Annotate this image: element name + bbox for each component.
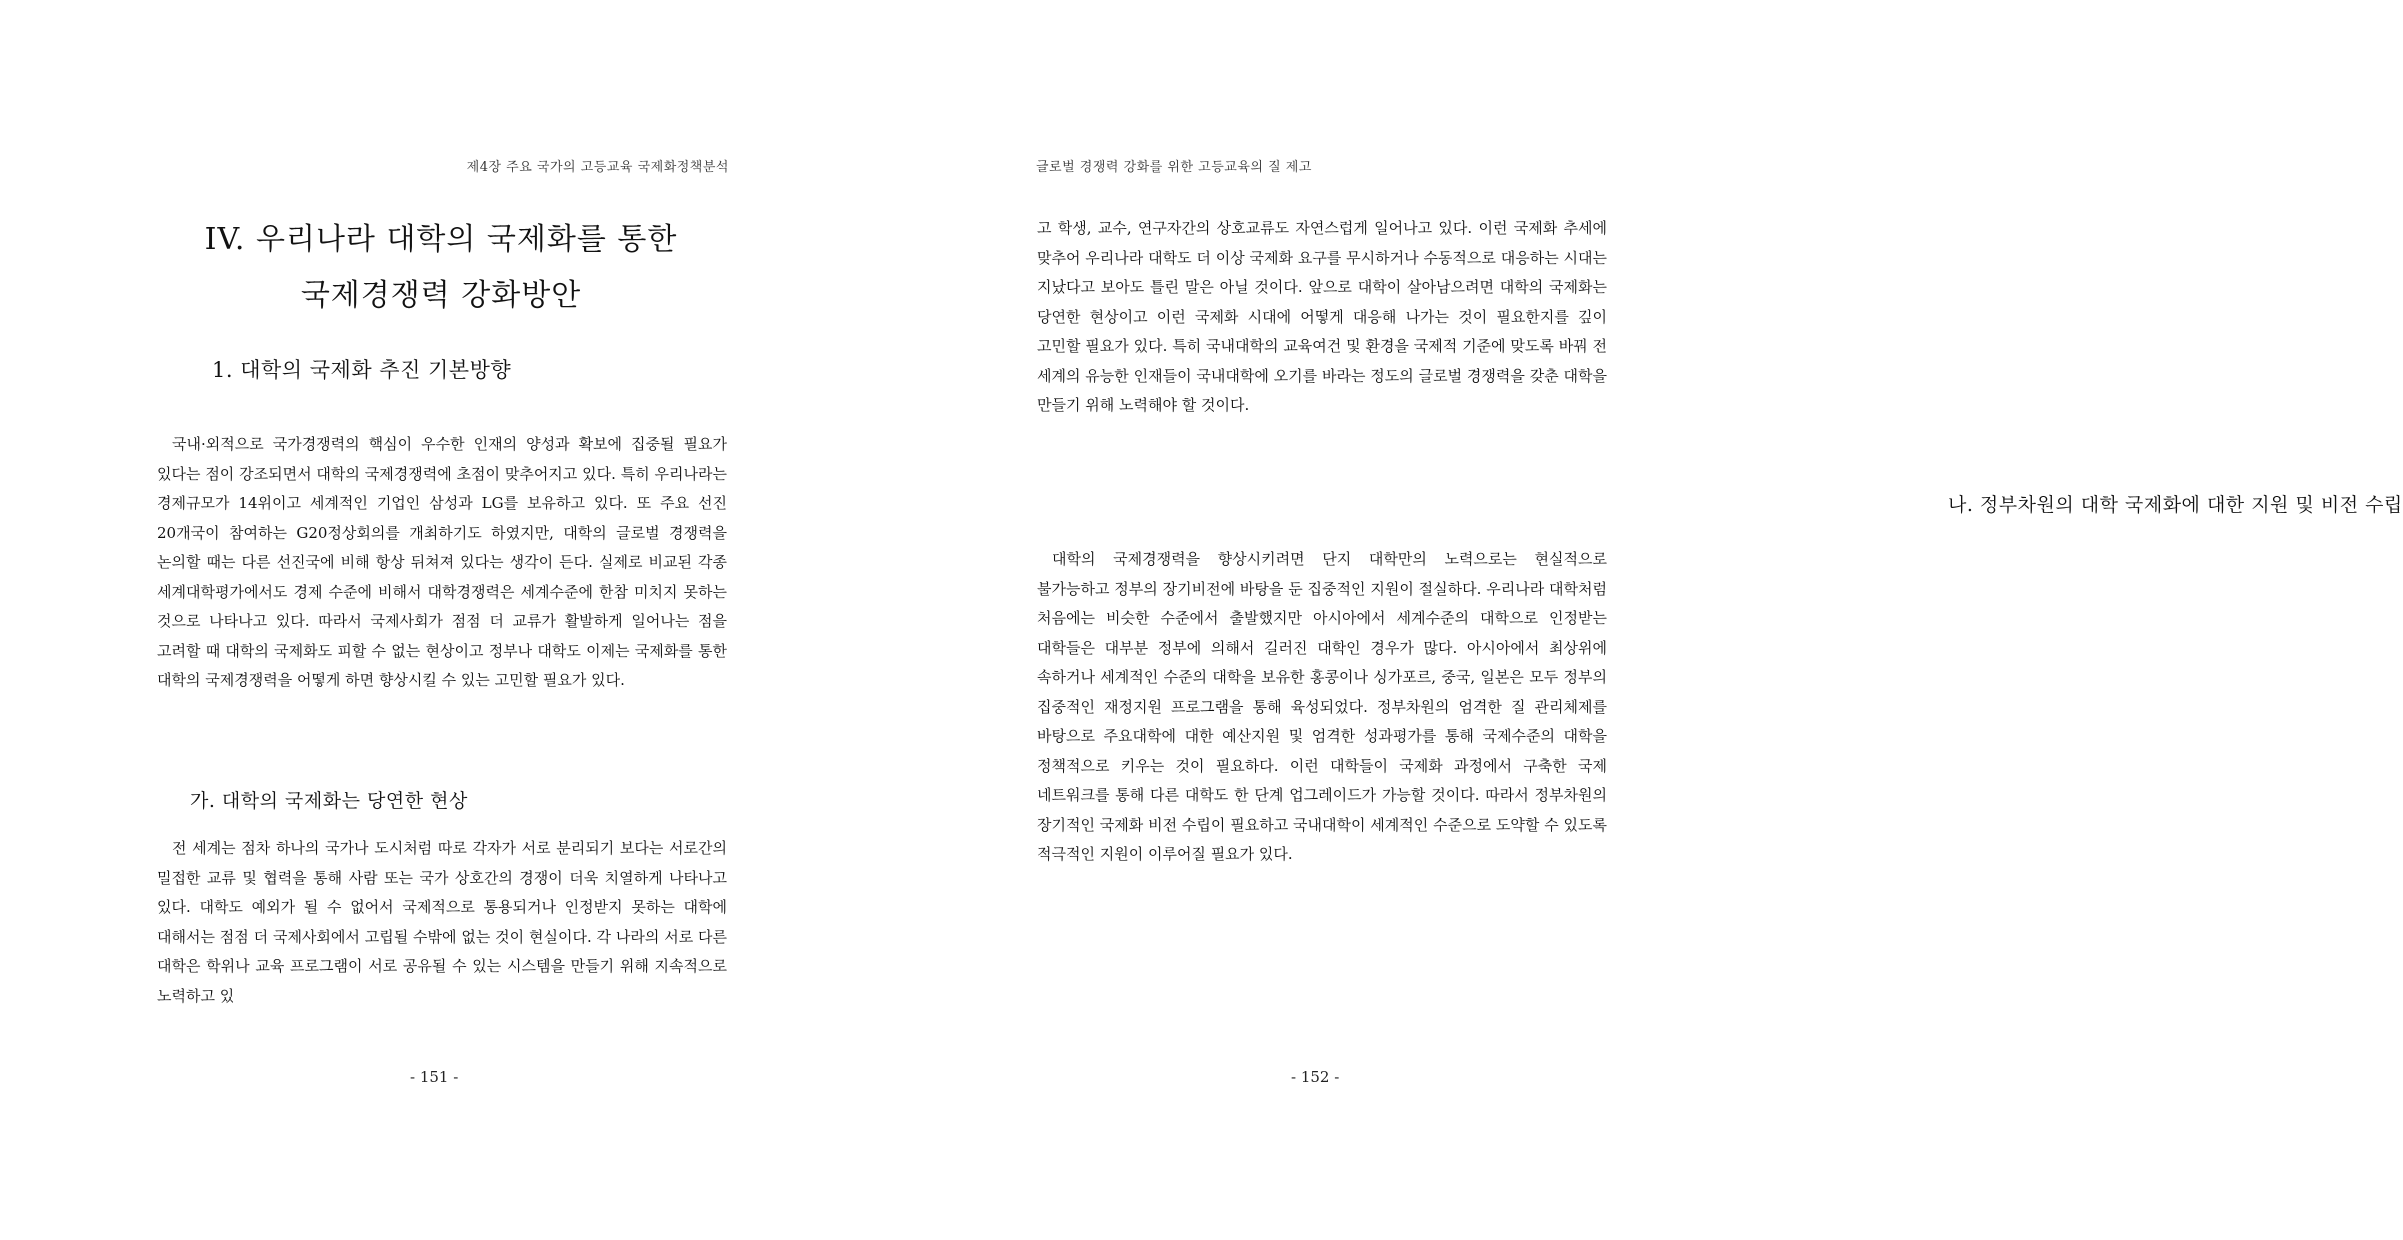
right-page-number: - 152 - xyxy=(1291,1068,1340,1086)
left-running-header: 제4장 주요 국가의 고등교육 국제화정책분석 xyxy=(466,160,729,175)
chapter-title xyxy=(155,212,727,324)
chapter-title-line2: 국제경쟁력 강화방안 xyxy=(300,278,582,313)
subsection-a-heading: 가. 대학의 국제화는 당연한 현상 xyxy=(190,790,468,812)
section-1-paragraph: 국내·외적으로 국가경쟁력의 핵심이 우수한 인재의 양성과 확보에 집중될 필요가 있다는 점이 강조되면서 대학의 국제경쟁력에 초점이 맞추어지고 있다. 특히 우리나라는 경제규모가 14위이고 세계적인 기업인 삼성과 LG를 보유하고 있다. 또 주요 선진 20개국이 참여하는 G20정상회의를 개최하기도 하였지만, 대학의 글로벌 경쟁력을 논의할 때는 다른 선진국에 비해 항상 뒤쳐져 있다는 생각이 든다. 실제로 비교된 각종 세계대학평가에서도 경제 수준에 비해서 대학경쟁력은 세계수준에 한참 미치지 못하는 것으로 나타나고 있다. 따라서 국제사회가 점점 더 교류가 활발하게 일어나는 점을 고려할 때 대학의 국제화도 피할 수 없는 현상이고 정부나 대학도 이제는 국제화를 통한 대학의 국제경쟁력을 어떻게 하면 향상시킬 수 있는 고민할 필요가 있다. xyxy=(157,435,727,689)
subsection-b-paragraph: 대학의 국제경쟁력을 향상시키려면 단지 대학만의 노력으로는 현실적으로 불가능하고 정부의 장기비전에 바탕을 둔 집중적인 지원이 절실하다. 우리나라 대학처럼 처음에는 비슷한 수준에서 출발했지만 아시아에서 세계수준의 대학으로 인정받는 대학들은 대부분 정부에 의해서 길러진 대학인 경우가 많다. 아시아에서 최상위에 속하거나 세계적인 수준의 대학을 보유한 홍콩이나 싱가포르, 중국, 일본은 모두 정부의 집중적인 재정지원 프로그램을 통해 육성되었다. 정부차원의 엄격한 질 관리체제를 바탕으로 주요대학에 대한 예산지원 및 엄격한 성과평가를 통해 국제수준의 대학을 정책적으로 키우는 것이 필요하다. 이런 대학들이 국제화 과정에서 구축한 국제 네트워크를 통해 다른 대학도 한 단계 업그레이드가 가능할 것이다. 따라서 정부차원의 장기적인 국제화 비전 수립이 필요하고 국내대학이 세계적인 수준으로 도약할 수 있도록 적극적인 지원이 이루어질 필요가 있다. xyxy=(1037,550,1607,863)
continued-paragraph: 고 학생, 교수, 연구자간의 상호교류도 자연스럽게 일어나고 있다. 이런 국제화 추세에 맞추어 우리나라 대학도 더 이상 국제화 요구를 무시하거나 수동적으로 대응하는 시대는 지났다고 보아도 틀린 말은 아닐 것이다. 앞으로 대학이 살아남으려면 대학의 국제화는 당연한 현상이고 이런 국제화 시대에 어떻게 대응해 나가는 것이 필요한지를 깊이 고민할 필요가 있다. 특히 국내대학의 교육여건 및 환경을 국제적 기준에 맞도록 바꿔 전 세계의 유능한 인재들이 국내대학에 오기를 바라는 정도의 글로벌 경쟁력을 갖춘 대학을 만들기 위해 노력해야 할 것이다. xyxy=(1037,219,1607,414)
chapter-title-line1: IV. 우리나라 대학의 국제화를 통한 xyxy=(204,222,678,257)
section-1-heading: 1. 대학의 국제화 추진 기본방향 xyxy=(212,358,512,382)
left-page-number: - 151 - xyxy=(410,1068,459,1086)
right-page xyxy=(876,0,2403,1240)
subsection-b-heading: 나. 정부차원의 대학 국제화에 대한 지원 및 비전 수립 xyxy=(1948,494,2403,516)
right-running-header: 글로벌 경쟁력 강화를 위한 고등교육의 질 제고 xyxy=(1036,160,1312,175)
subsection-a-paragraph: 전 세계는 점차 하나의 국가나 도시처럼 따로 각자가 서로 분리되기 보다는 서로간의 밀접한 교류 및 협력을 통해 사람 또는 국가 상호간의 경쟁이 더욱 치열하게 나타나고 있다. 대학도 예외가 될 수 없어서 국제적으로 통용되거나 인정받지 못하는 대학에 대해서는 점점 더 국제사회에서 고립될 수밖에 없는 것이 현실이다. 각 나라의 서로 다른 대학은 학위나 교육 프로그램이 서로 공유될 수 있는 시스템을 만들기 위해 지속적으로 노력하고 있 xyxy=(157,839,727,1005)
left-page xyxy=(0,0,876,1240)
